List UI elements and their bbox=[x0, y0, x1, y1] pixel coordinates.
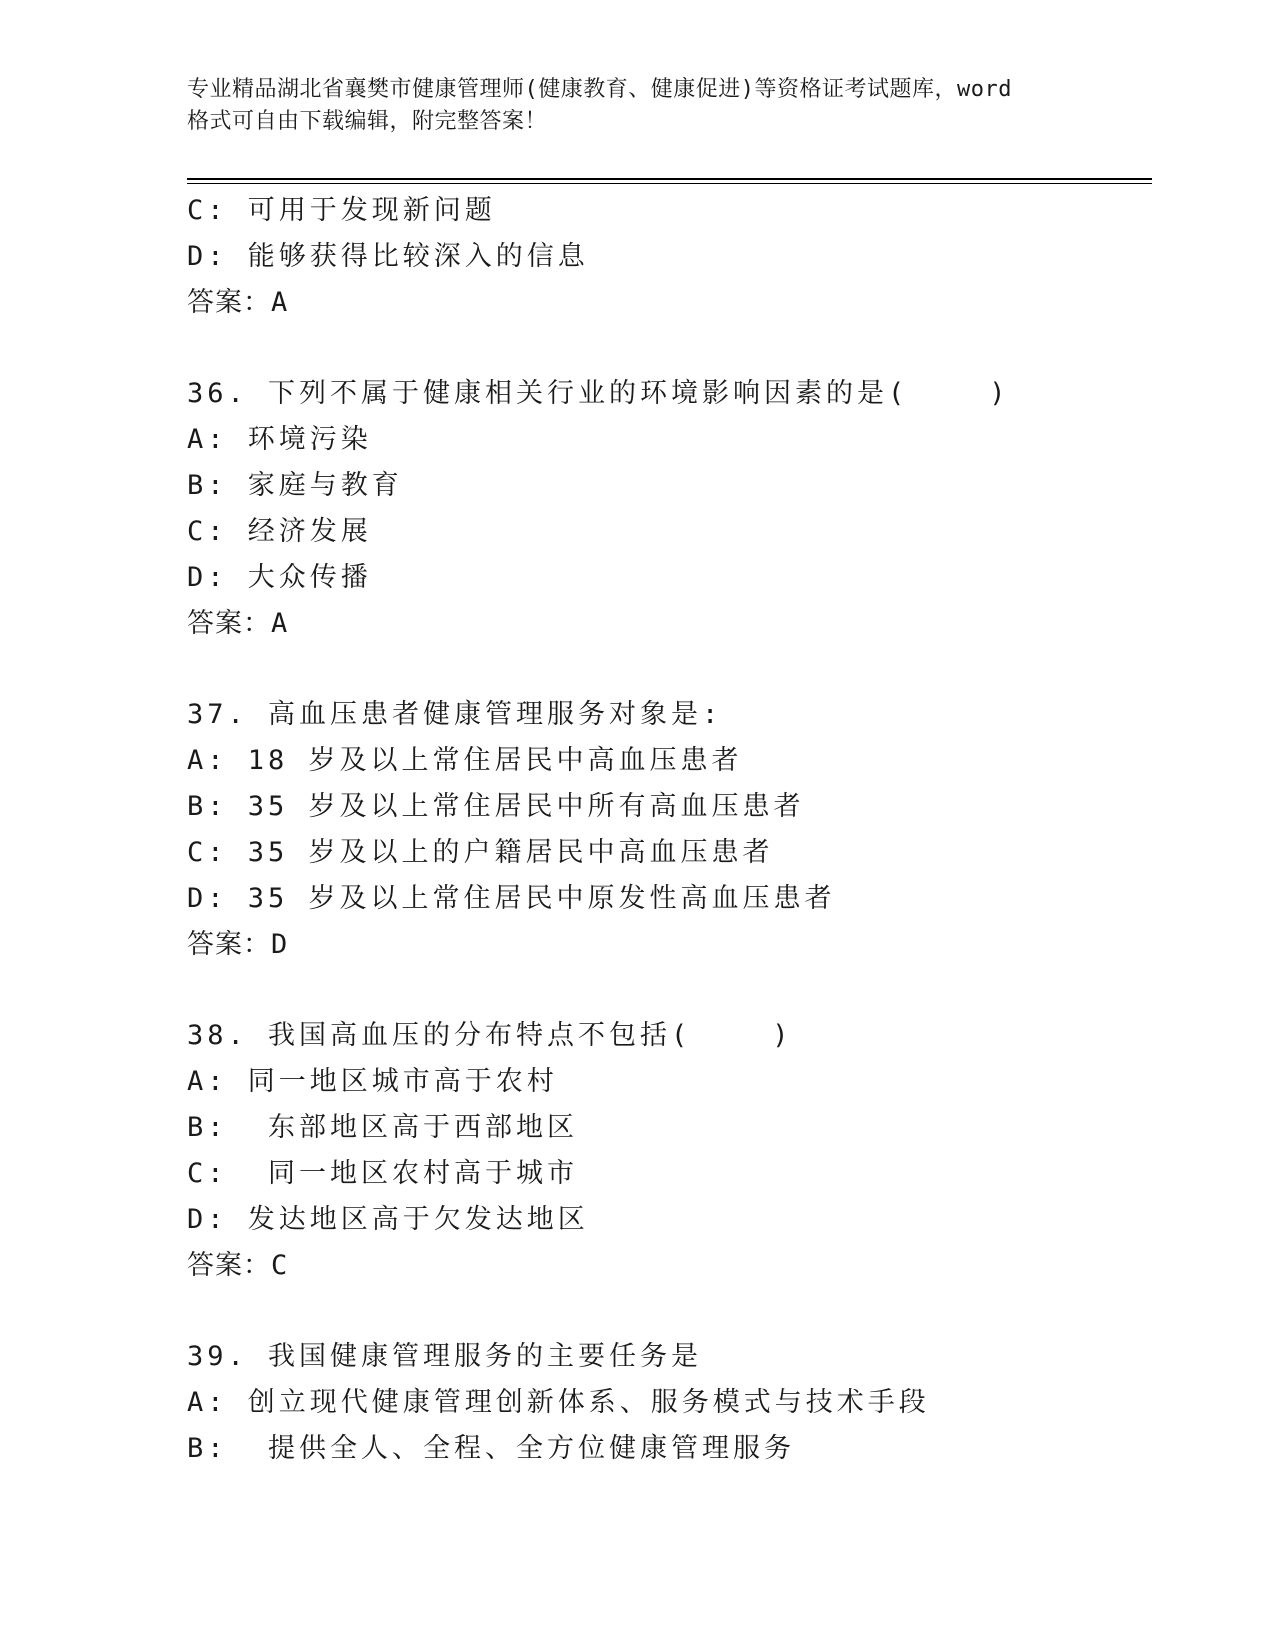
header-rule-thin bbox=[187, 183, 1152, 184]
option-b: B: 东部地区高于西部地区 bbox=[187, 1112, 579, 1143]
option-d: D: 发达地区高于欠发达地区 bbox=[187, 1204, 589, 1235]
option-a: A: 同一地区城市高于农村 bbox=[187, 1066, 558, 1097]
question-stem: 38. 我国高血压的分布特点不包括( ) bbox=[187, 1020, 793, 1051]
option-d: D: 能够获得比较深入的信息 bbox=[187, 241, 589, 272]
option-c: C: 同一地区农村高于城市 bbox=[187, 1158, 579, 1189]
option-d: D: 35 岁及以上常住居民中原发性高血压患者 bbox=[187, 883, 836, 914]
option-a: A: 环境污染 bbox=[187, 424, 372, 455]
option-c: C: 35 岁及以上的户籍居民中高血压患者 bbox=[187, 837, 774, 868]
option-a: A: 18 岁及以上常住居民中高血压患者 bbox=[187, 745, 743, 776]
header-rule-thick bbox=[187, 178, 1152, 180]
question-36 bbox=[187, 371, 1152, 647]
question-37 bbox=[187, 692, 1152, 968]
option-d: D: 大众传播 bbox=[187, 562, 372, 593]
option-c: C: 经济发展 bbox=[187, 516, 372, 547]
answer-line: 答案：D bbox=[187, 929, 289, 960]
question-35-tail bbox=[187, 188, 1152, 326]
option-b: B: 家庭与教育 bbox=[187, 470, 403, 501]
header-line-2: 格式可自由下载编辑，附完整答案！ bbox=[187, 109, 548, 134]
option-a: A: 创立现代健康管理创新体系、服务模式与技术手段 bbox=[187, 1387, 930, 1418]
answer-line: 答案：A bbox=[187, 287, 289, 318]
answer-line: 答案：A bbox=[187, 608, 289, 639]
question-39 bbox=[187, 1334, 1152, 1472]
option-c: C: 可用于发现新问题 bbox=[187, 195, 496, 226]
document-header bbox=[187, 74, 1087, 138]
question-stem: 36. 下列不属于健康相关行业的环境影响因素的是( ) bbox=[187, 378, 1010, 409]
header-line-1: 专业精品湖北省襄樊市健康管理师(健康教育、健康促进)等资格证考试题库，word bbox=[187, 77, 1012, 102]
option-b: B: 35 岁及以上常住居民中所有高血压患者 bbox=[187, 791, 805, 822]
question-38 bbox=[187, 1013, 1152, 1289]
answer-line: 答案：C bbox=[187, 1250, 289, 1281]
document-body bbox=[187, 188, 1152, 1472]
question-stem: 37. 高血压患者健康管理服务对象是: bbox=[187, 699, 723, 730]
option-b: B: 提供全人、全程、全方位健康管理服务 bbox=[187, 1433, 796, 1464]
question-stem: 39. 我国健康管理服务的主要任务是 bbox=[187, 1341, 703, 1372]
